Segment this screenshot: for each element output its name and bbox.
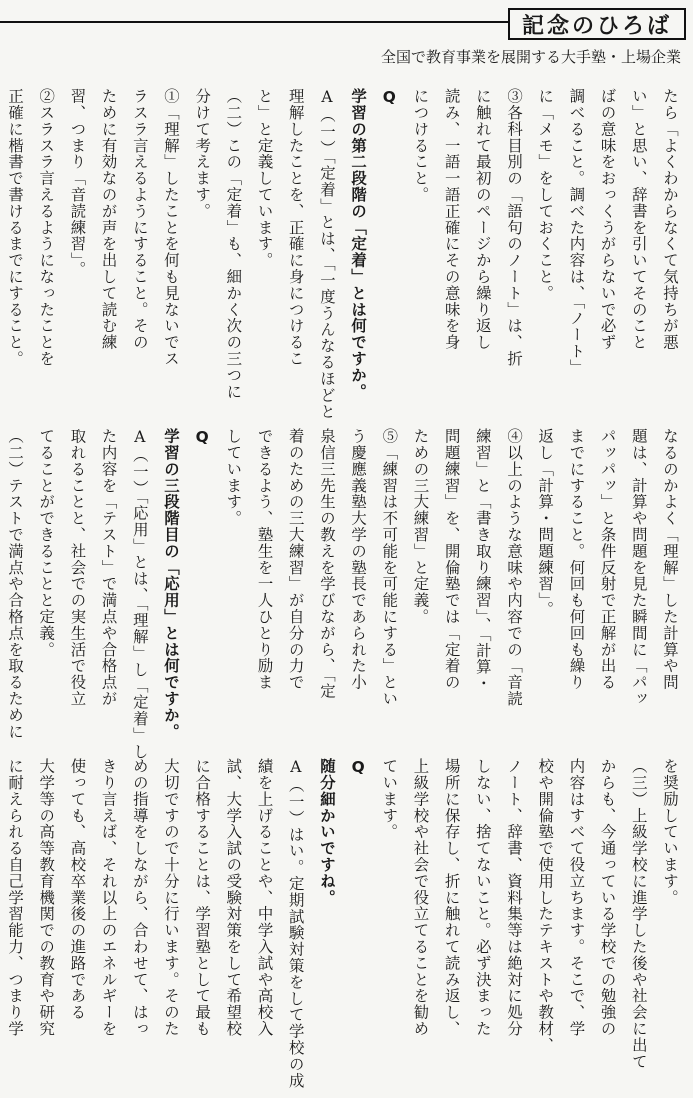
- text-column: A（一）「定着」とは、「一度うんなるほどと: [317, 88, 336, 420]
- text-column: てることができることと定義。: [37, 428, 56, 658]
- text-column: A（一）はい。定期試験対策をして学校の成: [286, 758, 305, 1089]
- text-column: 試、大学入試の受験対策をして希望校: [224, 758, 243, 1037]
- text-column: 泉信三先生の教えを学びながら、「定: [317, 428, 336, 700]
- text-column: ために有効なのが声を出して読む練: [99, 88, 118, 351]
- text-column: 場所に保存し、折に触れて読み返し、: [442, 758, 461, 1037]
- text-column: に耐えられる自己学習能力、つまり学: [6, 758, 25, 1037]
- text-column: 題は、計算や問題を見た瞬間に「パッ: [629, 428, 648, 707]
- text-column: ための三大練習」と定義。: [411, 428, 430, 625]
- text-column: と」と定義しています。: [255, 88, 274, 269]
- text-column: につけること。: [411, 88, 430, 203]
- text-column: 着のための三大練習」が自分の力で: [286, 428, 305, 691]
- text-column: 問題練習」を、開倫塾では「定着の: [442, 428, 461, 691]
- text-band-bottom: [8, 758, 685, 1088]
- text-column: （二）この「定着」も、細かく次の三つに: [224, 88, 243, 400]
- question-heading: 学習の三段階目の「応用」とは何ですか。: [162, 428, 180, 740]
- question-heading: 学習の第二段階の「定着」とは何ですか。: [349, 88, 368, 400]
- text-column: に合格することは、学習塾として最も: [193, 758, 212, 1037]
- subtitle: 全国で教育事業を展開する大手塾・上場企業: [380, 48, 681, 66]
- text-column: なるのかよく「理解」した計算や問: [661, 428, 679, 691]
- section-tag: 記念のひろば: [508, 8, 686, 40]
- text-column: ④以上のような意味や内容での「音読: [505, 428, 524, 707]
- question-heading: 随分細かいですね。: [317, 758, 336, 906]
- text-column: ⑤「練習は不可能を可能にする」とい: [380, 428, 399, 707]
- text-column: う慶應義塾大学の塾長であられた小: [349, 428, 368, 691]
- text-column: 習、つまり「音読練習」。: [68, 88, 87, 278]
- question-marker: Q: [380, 88, 399, 107]
- text-column: できるよう、塾生を一人ひとり励ま: [255, 428, 274, 691]
- text-column: 使っても、高校卒業後の進路である: [68, 758, 87, 1021]
- text-column: までにすること。何回も何回も繰り: [567, 428, 586, 691]
- text-column: 大切ですので十分に行います。そのた: [162, 758, 180, 1037]
- text-band-top: [8, 88, 685, 418]
- question-marker: Q: [349, 758, 368, 777]
- text-column: からも、今通っている学校での勉強の: [598, 758, 617, 1037]
- text-column: ①「理解」したことを何も見ないでス: [162, 88, 180, 367]
- text-column: めの指導をしながら、合わせて、はっ: [130, 758, 149, 1037]
- text-column: 返し「計算・問題練習」。: [536, 428, 555, 618]
- text-band-middle: [8, 428, 685, 758]
- text-column: ③各科目別の「語句のノート」は、折: [505, 88, 524, 367]
- text-column: ラスラ言えるようにすること。その: [130, 88, 149, 351]
- text-column: 校や開倫塾で使用したテキストや教材、: [536, 758, 555, 1054]
- text-column: ノート、辞書、資料集等は絶対に処分: [505, 758, 524, 1037]
- text-column: 正確に楷書で書けるまでにすること。: [6, 88, 25, 367]
- text-column: ばの意味をおっくうがらないで必ず: [598, 88, 617, 351]
- text-column: 大学等の高等教育機関での教育や研究: [37, 758, 56, 1037]
- text-column: A（一）「応用」とは、「理解」し「定着」し: [130, 428, 149, 760]
- text-column: に触れて最初のページから繰り返し: [473, 88, 492, 351]
- text-column: を奨励しています。: [661, 758, 679, 906]
- text-column: い」と思い、辞書を引いてそのこと: [629, 88, 648, 351]
- text-column: しない、捨てないこと。必ず決まった: [473, 758, 492, 1037]
- text-column: 分けて考えます。: [193, 88, 212, 220]
- text-column: 調べること。調べた内容は、「ノート」: [567, 88, 586, 376]
- text-column: しています。: [224, 428, 243, 527]
- text-column: 績を上げることや、中学入試や高校入: [255, 758, 274, 1037]
- text-column: きり言えば、それ以上のエネルギーを: [99, 758, 118, 1037]
- text-column: た内容を「テスト」で満点や合格点が: [99, 428, 118, 707]
- text-column: 取れることと、社会での実生活で役立: [68, 428, 87, 707]
- text-column: 読み、一語一語正確にその意味を身: [442, 88, 461, 351]
- text-column: ています。: [380, 758, 399, 840]
- text-column: （三）上級学校に進学した後や社会に出て: [629, 758, 648, 1070]
- text-column: 内容はすべて役立ちます。そこで、学: [567, 758, 586, 1037]
- text-column: 理解したことを、正確に身につけるこ: [286, 88, 305, 367]
- question-marker: Q: [193, 428, 212, 447]
- text-column: に「メモ」をしておくこと。: [536, 88, 555, 302]
- text-column: パッパッ」と条件反射で正解が出る: [598, 428, 617, 691]
- text-column: （二）テストで満点や合格点を取るために: [6, 428, 25, 740]
- text-column: ②スラスラ言えるようになったことを: [37, 88, 56, 367]
- text-column: 上級学校や社会で役立てることを勧め: [411, 758, 430, 1037]
- text-column: たら「よくわからなくて気持ちが悪: [661, 88, 679, 351]
- header-rule: [0, 21, 508, 23]
- text-column: 練習」と「書き取り練習」、「計算・: [473, 428, 492, 692]
